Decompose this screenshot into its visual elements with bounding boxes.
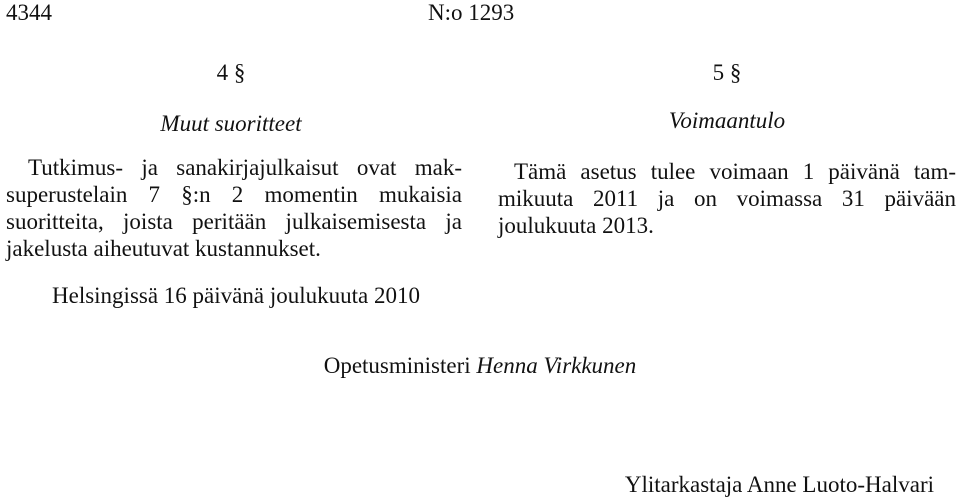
section-4-line: suoritteita, joista peritään julkaisemisesta ja [6, 209, 462, 234]
section-4-line: superustelain 7 §:n 2 momentin mukaisia [6, 182, 462, 207]
section-5-line: joulukuuta 2013. [498, 213, 654, 238]
section-5-line: mikuuta 2011 ja on voimassa 31 päivään [498, 186, 956, 211]
signing-place-date: Helsingissä 16 päivänä joulukuuta 2010 [52, 283, 420, 308]
page-number: 4344 [6, 0, 52, 25]
section-5-heading: 5 § [712, 60, 742, 85]
section-4-paragraph [6, 154, 462, 262]
minister-title: Opetusministeri [323, 353, 471, 378]
section-5-title: Voimaantulo [668, 108, 786, 133]
section-4-line: jakelusta aiheutuvat kustannukset. [6, 236, 321, 261]
issue-number: N:o 1293 [428, 0, 515, 25]
section-4-line: Tutkimus- ja sanakirjajulkaisut ovat mak- [28, 155, 462, 180]
minister-signature [0, 353, 960, 379]
official-signature: Ylitarkastaja Anne Luoto-Halvari [624, 472, 934, 497]
section-5-line: Tämä asetus tulee voimaan 1 päivänä tam- [514, 159, 956, 184]
minister-name: Henna Virkkunen [476, 353, 637, 378]
section-5-paragraph [498, 158, 956, 239]
section-4-title: Muut suoritteet [160, 111, 302, 136]
section-4-heading: 4 § [216, 60, 246, 85]
